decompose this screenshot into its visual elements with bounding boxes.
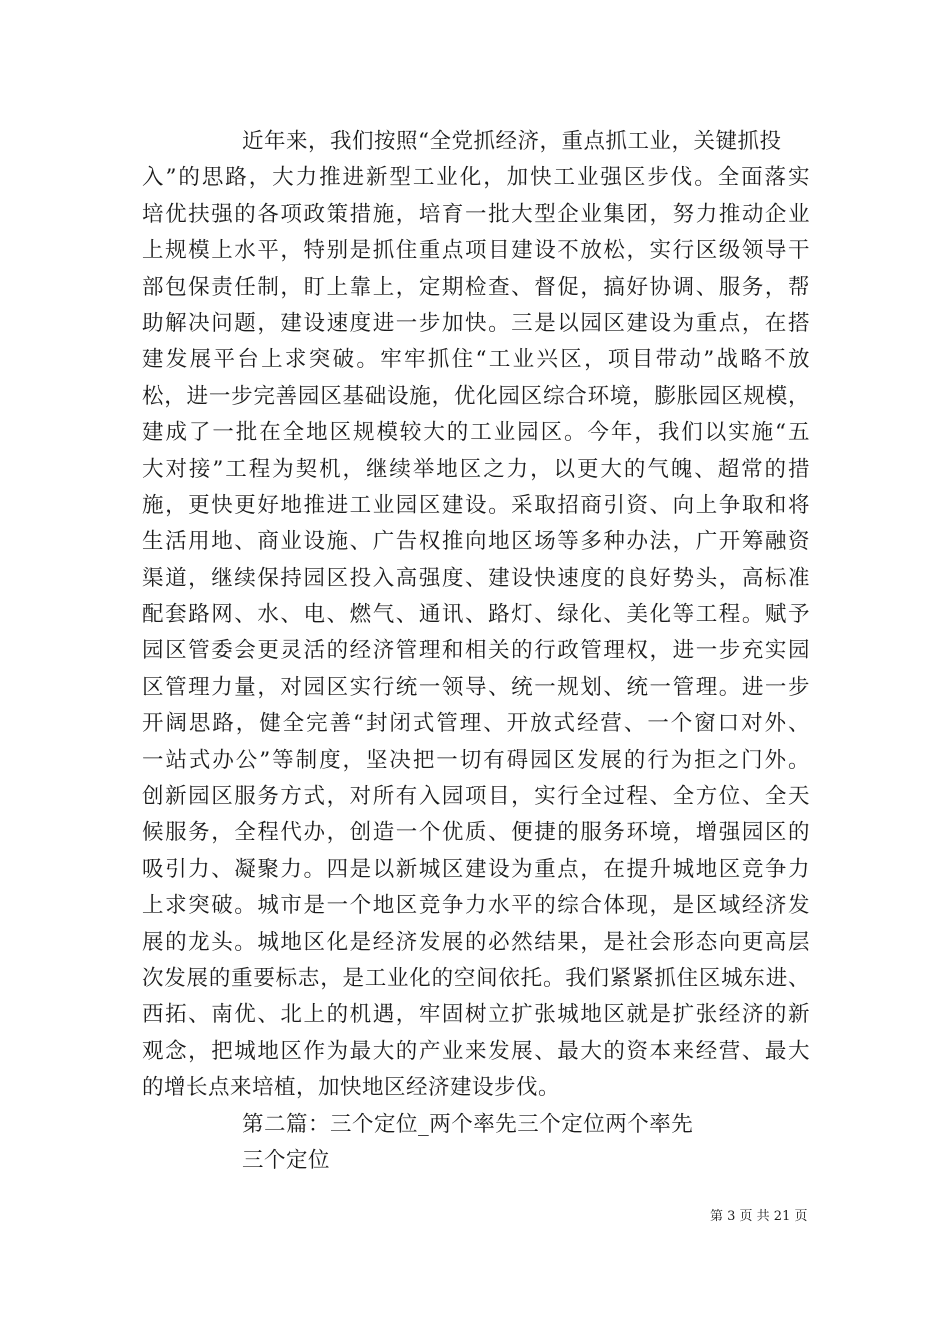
text-line-6: 助解决问题，建设速度进一步加快。三是以园区建设为重点，在搭: [142, 310, 810, 336]
text-line-10: 大对接”工程为契机，继续举地区之力，以更大的气魄、超常的措: [142, 456, 810, 482]
subsection-heading: 三个定位: [242, 1147, 331, 1173]
text-line-24: 次发展的重要标志，是工业化的空间依托。我们紧紧抓住区城东进、: [142, 965, 810, 991]
text-line-3: 培优扶强的各项政策措施，培育一批大型企业集团，努力推动企业: [142, 201, 810, 227]
text-line-16: 区管理力量，对园区实行统一领导、统一规划、统一管理。进一步: [142, 674, 810, 700]
text-line-12: 生活用地、商业设施、广告权推向地区场等多种办法，广开筹融资: [142, 529, 810, 555]
text-line-25: 西拓、南优、北上的机遇，牢固树立扩张城地区就是扩张经济的新: [142, 1002, 810, 1028]
text-line-9: 建成了一批在全地区规模较大的工业园区。今年，我们以实施“五: [142, 420, 810, 446]
text-line-11: 施，更快更好地推进工业园区建设。采取招商引资、向上争取和将: [142, 492, 810, 518]
text-line-15: 园区管委会更灵活的经济管理和相关的行政管理权，进一步充实园: [142, 638, 810, 664]
text-line-5: 部包保责任制，盯上靠上，定期检查、督促，搞好协调、服务，帮: [142, 274, 810, 300]
text-line-23: 展的龙头。城地区化是经济发展的必然结果，是社会形态向更高层: [142, 929, 810, 955]
text-line-1: 近年来，我们按照“全党抓经济，重点抓工业，关键抓投: [242, 129, 782, 154]
text-line-7: 建发展平台上求突破。牢牢抓住“工业兴区，项目带动”战略不放: [142, 347, 810, 373]
page-number-footer: 第 3 页 共 21 页: [710, 1209, 808, 1224]
body-text: [142, 124, 810, 1179]
text-line-26: 观念，把城地区作为最大的产业来发展、最大的资本来经营、最大: [142, 1038, 810, 1064]
text-line-27: 的增长点来培植，加快地区经济建设步伐。: [142, 1075, 561, 1101]
text-line-13: 渠道，继续保持园区投入高强度、建设快速度的良好势头，高标准: [142, 565, 810, 591]
text-line-14: 配套路网、水、电、燃气、通讯、路灯、绿化、美化等工程。赋予: [142, 602, 810, 628]
text-line-2: 入”的思路，大力推进新型工业化，加快工业强区步伐。全面落实: [142, 165, 810, 191]
text-line-19: 创新园区服务方式，对所有入园项目，实行全过程、全方位、全天: [142, 784, 810, 810]
text-line-18: 一站式办公”等制度，坚决把一切有碍园区发展的行为拒之门外。: [142, 747, 810, 773]
text-line-20: 候服务，全程代办，创造一个优质、便捷的服务环境，增强园区的: [142, 820, 810, 846]
text-line-17: 开阔思路，健全完善“封闭式管理、开放式经营、一个窗口对外、: [142, 711, 810, 737]
text-line-21: 吸引力、凝聚力。四是以新城区建设为重点，在提升城地区竞争力: [142, 856, 810, 882]
text-line-4: 上规模上水平，特别是抓住重点项目建设不放松，实行区级领导干: [142, 238, 810, 264]
text-line-8: 松，进一步完善园区基础设施，优化园区综合环境，膨胀园区规模，: [142, 383, 810, 409]
section-heading: 第二篇：三个定位_两个率先三个定位两个率先: [242, 1111, 694, 1137]
text-line-22: 上求突破。城市是一个地区竞争力水平的综合体现，是区域经济发: [142, 893, 810, 919]
